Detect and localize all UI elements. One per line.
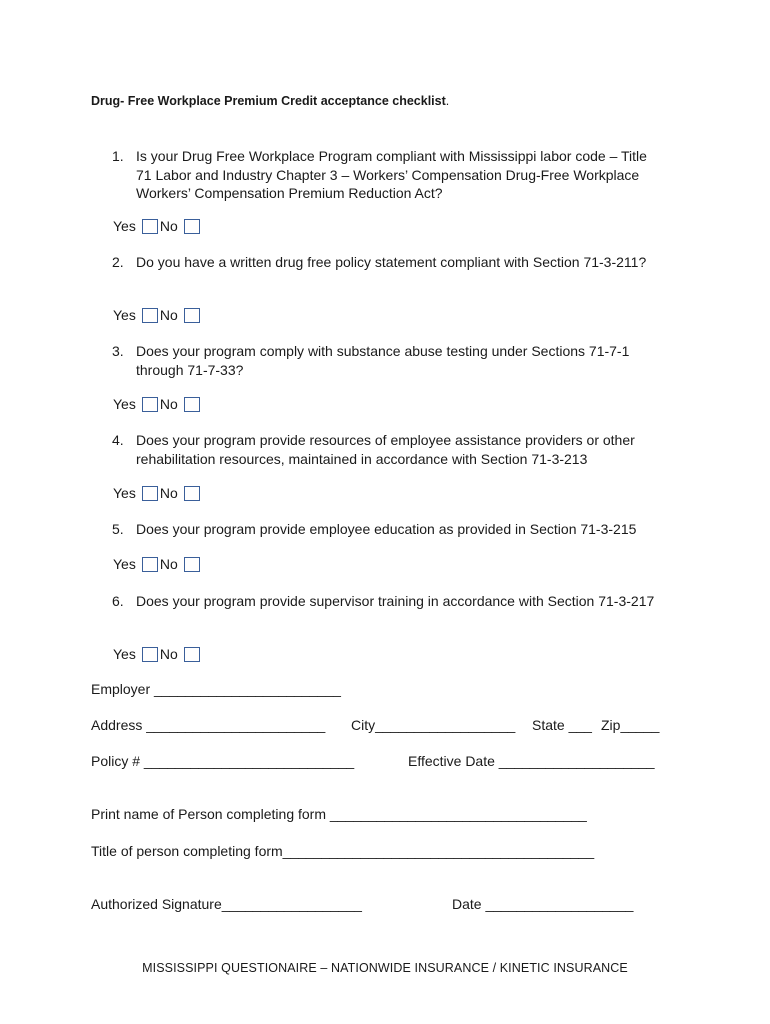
yes-label: Yes	[113, 218, 136, 234]
no-checkbox-4[interactable]	[184, 486, 200, 501]
page-footer: MISSISSIPPI QUESTIONAIRE – NATIONWIDE INSURANCE / KINETIC INSURANCE	[142, 961, 628, 975]
signature-date-field[interactable]: Date ___________________	[452, 896, 634, 912]
question-number: 5.	[112, 521, 124, 537]
answer-row-5	[113, 555, 200, 573]
no-checkbox-1[interactable]	[184, 219, 200, 234]
question-text: Do you have a written drug free policy statement compliant with Section 71-3-211?	[136, 254, 647, 270]
yes-label: Yes	[113, 485, 136, 501]
question-text: Does your program provide resources of employee assistance providers or other rehabilitation resources, maintained in accordance with Section 71-3-213	[136, 432, 635, 467]
no-checkbox-3[interactable]	[184, 397, 200, 412]
yes-checkbox-5[interactable]	[142, 557, 158, 572]
yes-label: Yes	[113, 396, 136, 412]
print-name-field[interactable]: Print name of Person completing form _________________________________	[91, 806, 587, 822]
answer-row-6	[113, 645, 200, 663]
question-text: Does your program comply with substance abuse testing under Sections 71-7-1 through 71-7-33?	[136, 343, 630, 378]
question-4	[112, 431, 682, 468]
no-checkbox-2[interactable]	[184, 308, 200, 323]
yes-checkbox-3[interactable]	[142, 397, 158, 412]
question-3	[112, 342, 682, 379]
question-number: 2.	[112, 254, 124, 270]
city-field[interactable]: City__________________	[351, 717, 516, 733]
no-label: No	[159, 218, 178, 234]
no-label: No	[159, 646, 178, 662]
person-title-field[interactable]: Title of person completing form________________________________________	[91, 843, 595, 859]
question-2	[112, 253, 682, 272]
no-label: No	[159, 396, 178, 412]
question-text: Is your Drug Free Workplace Program compliant with Mississippi labor code – Title 71 Labor and Industry Chapter 3 – Workers’ Compensation Drug-Free Workplace Workers’ Compensation Premium Reduction Act?	[136, 148, 647, 201]
state-field[interactable]: State ___	[532, 717, 592, 733]
question-5	[112, 520, 682, 539]
policy-number-field[interactable]: Policy # ___________________________	[91, 753, 355, 769]
question-1	[112, 147, 682, 203]
answer-row-3	[113, 395, 200, 413]
yes-checkbox-6[interactable]	[142, 647, 158, 662]
form-title-period: .	[445, 94, 450, 108]
form-title	[91, 94, 449, 108]
authorized-signature-field[interactable]: Authorized Signature__________________	[91, 896, 362, 912]
no-label: No	[159, 556, 178, 572]
yes-label: Yes	[113, 646, 136, 662]
no-checkbox-5[interactable]	[184, 557, 200, 572]
answer-row-1	[113, 217, 200, 235]
question-text: Does your program provide employee education as provided in Section 71-3-215	[136, 521, 637, 537]
yes-checkbox-1[interactable]	[142, 219, 158, 234]
question-text: Does your program provide supervisor training in accordance with Section 71-3-217	[136, 593, 655, 609]
yes-label: Yes	[113, 307, 136, 323]
question-number: 3.	[112, 343, 124, 359]
question-number: 4.	[112, 432, 124, 448]
question-6	[112, 592, 682, 611]
answer-row-2	[113, 306, 200, 324]
no-label: No	[159, 307, 178, 323]
no-label: No	[159, 485, 178, 501]
effective-date-field[interactable]: Effective Date ____________________	[408, 753, 655, 769]
address-field[interactable]: Address _______________________	[91, 717, 326, 733]
form-title-text: Drug- Free Workplace Premium Credit acceptance checklist	[91, 94, 446, 108]
zip-field[interactable]: Zip_____	[601, 717, 660, 733]
answer-row-4	[113, 484, 200, 502]
yes-checkbox-2[interactable]	[142, 308, 158, 323]
question-number: 1.	[112, 148, 124, 164]
yes-checkbox-4[interactable]	[142, 486, 158, 501]
no-checkbox-6[interactable]	[184, 647, 200, 662]
employer-field[interactable]: Employer ________________________	[91, 681, 341, 697]
question-number: 6.	[112, 593, 124, 609]
yes-label: Yes	[113, 556, 136, 572]
